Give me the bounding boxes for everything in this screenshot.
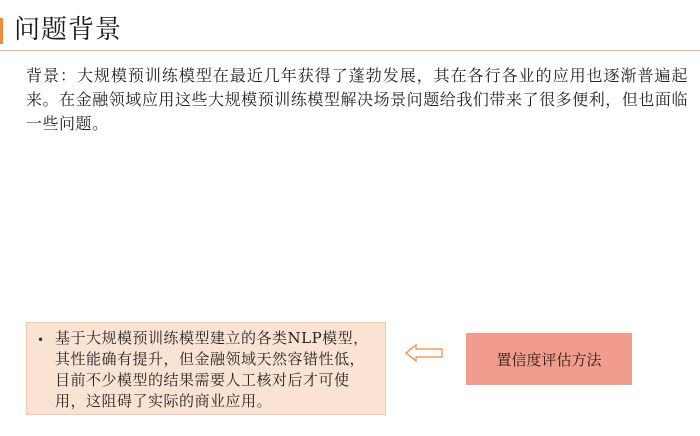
title-divider <box>0 50 700 51</box>
background-paragraph: 背景：大规模预训练模型在最近几年获得了蓬勃发展，其在各行各业的应用也逐渐普遍起来。在金融领域应用这些大规模预训练模型解决场景问题给我们带来了很多便利，但也面临一些问题。 <box>26 66 688 133</box>
confidence-method-box: 置信度评估方法 <box>466 333 632 385</box>
problem-note-text: 基于大规模预训练模型建立的各类NLP模型，其性能确有提升，但金融领域天然容错性低，目前不少模型的结果需要人工核对后才可使用，这阻碍了实际的商业应用。 <box>55 329 369 410</box>
title-accent-bar <box>0 18 3 44</box>
left-hollow-arrow-icon <box>405 344 443 362</box>
problem-note-box <box>26 322 386 415</box>
bullet-icon: • <box>37 333 45 347</box>
page-title: 问题背景 <box>14 15 123 45</box>
